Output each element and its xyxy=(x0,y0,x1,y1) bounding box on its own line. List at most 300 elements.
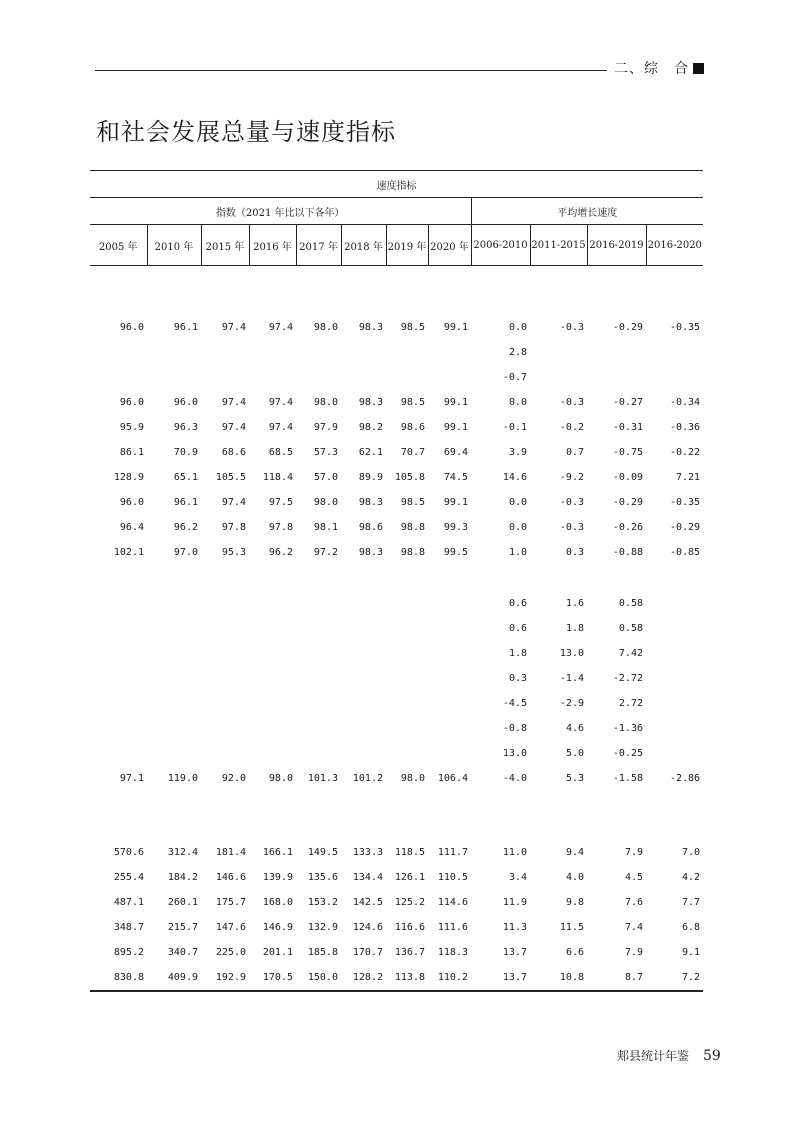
table-cell: 14.6 xyxy=(502,472,527,483)
table-cell: 98.6 xyxy=(358,522,383,533)
table-cell: 105.5 xyxy=(215,472,246,483)
table-cell: 97.8 xyxy=(221,522,246,533)
table-cell: 185.8 xyxy=(307,947,338,958)
table-cell: 6.6 xyxy=(565,947,584,958)
table-cell: 312.4 xyxy=(167,847,198,858)
table-cell: 99.5 xyxy=(443,547,468,558)
table-cell xyxy=(147,365,201,390)
table-cell: 95.3 xyxy=(221,547,246,558)
table-cell: 96.1 xyxy=(173,322,198,333)
column-header: 2015 年 xyxy=(201,225,249,266)
table-cell: -0.29 xyxy=(612,497,643,508)
table-cell: 0.6 xyxy=(508,598,527,609)
table-cell xyxy=(428,716,471,741)
table-cell: 7.0 xyxy=(682,847,701,858)
table-cell: 102.1 xyxy=(113,547,144,558)
table-cell xyxy=(386,365,428,390)
table-row xyxy=(90,840,703,865)
table-cell xyxy=(296,365,341,390)
table-cell: 98.0 xyxy=(313,397,338,408)
table-cell: 96.4 xyxy=(119,522,144,533)
table-cell: 99.1 xyxy=(443,422,468,433)
table-cell xyxy=(147,641,201,666)
table-cell: 9.4 xyxy=(565,847,584,858)
table-cell: -0.29 xyxy=(612,322,643,333)
table-cell: 7.6 xyxy=(624,897,643,908)
table-cell: 98.0 xyxy=(400,773,425,784)
spacer-cell xyxy=(90,266,703,316)
table-cell: 7.9 xyxy=(624,847,643,858)
table-cell: 111.7 xyxy=(437,847,468,858)
table-cell: 487.1 xyxy=(113,897,144,908)
table-cell: 86.1 xyxy=(119,447,144,458)
table-cell: 0.58 xyxy=(618,598,643,609)
table-row xyxy=(90,415,703,440)
table-cell xyxy=(386,591,428,616)
table-cell: -2.9 xyxy=(559,698,584,709)
table-cell xyxy=(296,691,341,716)
table-cell: 570.6 xyxy=(113,847,144,858)
table-row xyxy=(90,390,703,415)
table-cell: 175.7 xyxy=(215,897,246,908)
table-cell: 101.2 xyxy=(352,773,383,784)
table-cell: 7.2 xyxy=(646,965,703,991)
table-cell: 96.0 xyxy=(119,497,144,508)
table-cell: 7.4 xyxy=(624,922,643,933)
table-cell: 96.0 xyxy=(119,322,144,333)
table-cell: 170.5 xyxy=(249,965,296,991)
table-cell: 7.42 xyxy=(618,648,643,659)
table-row xyxy=(90,641,703,666)
table-row xyxy=(90,365,703,390)
table-cell: 9.8 xyxy=(565,897,584,908)
table-cell: 1.6 xyxy=(565,598,584,609)
table-cell: 97.4 xyxy=(221,497,246,508)
table-cell xyxy=(341,741,386,766)
table-cell: 139.9 xyxy=(262,872,293,883)
table-cell: 10.8 xyxy=(530,965,587,991)
table-body xyxy=(90,266,703,992)
section-label-text: 二、综 合 xyxy=(614,61,689,77)
table-cell: 98.3 xyxy=(358,497,383,508)
table-row xyxy=(90,965,703,991)
table-cell: 110.2 xyxy=(428,965,471,991)
table-cell: 96.1 xyxy=(173,497,198,508)
table-cell xyxy=(249,616,296,641)
table-cell: 98.3 xyxy=(358,397,383,408)
table-cell: 98.0 xyxy=(313,322,338,333)
table-cell: -0.26 xyxy=(612,522,643,533)
table-cell: 98.6 xyxy=(400,422,425,433)
table-cell: 830.8 xyxy=(90,965,147,991)
table-cell xyxy=(386,666,428,691)
table-row xyxy=(90,890,703,915)
table-cell xyxy=(587,365,646,390)
table-row xyxy=(90,315,703,340)
table-cell xyxy=(201,741,249,766)
page-title: 和社会发展总量与速度指标 xyxy=(96,118,396,146)
table-cell: -0.85 xyxy=(669,547,701,558)
table-cell xyxy=(296,616,341,641)
table-cell xyxy=(296,591,341,616)
table-cell: 96.0 xyxy=(173,397,198,408)
stats-table-container xyxy=(90,170,703,992)
page-number: 59 xyxy=(703,1048,721,1064)
table-cell xyxy=(201,716,249,741)
table-cell: -0.7 xyxy=(502,372,527,383)
table-row xyxy=(90,940,703,965)
table-cell: -0.75 xyxy=(612,447,643,458)
table-cell: 5.0 xyxy=(565,748,584,759)
table-cell xyxy=(428,591,471,616)
spacer-row xyxy=(90,266,703,316)
table-cell xyxy=(646,340,703,365)
column-header: 2017 年 xyxy=(296,225,341,266)
table-cell: 98.8 xyxy=(400,522,425,533)
table-cell xyxy=(646,591,703,616)
table-cell xyxy=(201,616,249,641)
table-cell: 110.5 xyxy=(437,872,468,883)
table-cell: 68.5 xyxy=(268,447,293,458)
table-cell: 119.0 xyxy=(167,773,198,784)
table-cell: 99.1 xyxy=(443,322,468,333)
table-cell xyxy=(646,691,703,716)
table-cell: 98.5 xyxy=(400,322,425,333)
table-row xyxy=(90,865,703,890)
index-group-header: 指数（2021 年比以下各年） xyxy=(90,198,471,225)
table-cell: 97.4 xyxy=(221,397,246,408)
table-cell: 98.5 xyxy=(400,397,425,408)
table-cell: 97.9 xyxy=(313,422,338,433)
table-cell xyxy=(530,340,587,365)
table-cell xyxy=(249,365,296,390)
table-cell: 6.8 xyxy=(682,922,701,933)
table-cell: 98.0 xyxy=(268,773,293,784)
table-cell: 70.7 xyxy=(400,447,425,458)
table-row xyxy=(90,766,703,791)
table-row xyxy=(90,616,703,641)
table-cell xyxy=(147,691,201,716)
spacer-cell xyxy=(90,565,703,591)
table-cell: 13.7 xyxy=(502,947,527,958)
table-cell: 134.4 xyxy=(352,872,383,883)
table-cell: 170.7 xyxy=(352,947,383,958)
table-cell xyxy=(341,641,386,666)
table-cell: 124.6 xyxy=(352,922,383,933)
column-header: 2016 年 xyxy=(249,225,296,266)
table-row xyxy=(90,440,703,465)
table-row xyxy=(90,741,703,766)
table-cell xyxy=(296,741,341,766)
table-cell xyxy=(587,340,646,365)
table-cell: 126.1 xyxy=(394,872,425,883)
table-cell: 69.4 xyxy=(443,447,468,458)
table-cell: 7.21 xyxy=(675,472,701,483)
column-header: 2006-2010 xyxy=(471,225,530,266)
table-cell: -0.31 xyxy=(612,422,643,433)
table-cell: 101.3 xyxy=(307,773,338,784)
table-cell xyxy=(386,741,428,766)
table-cell: 133.3 xyxy=(352,847,383,858)
table-cell xyxy=(646,365,703,390)
table-cell: 111.6 xyxy=(437,922,468,933)
table-cell: 3.4 xyxy=(508,872,527,883)
table-cell: 340.7 xyxy=(167,947,198,958)
table-cell: -0.88 xyxy=(612,547,643,558)
table-cell xyxy=(646,616,703,641)
table-cell xyxy=(90,641,147,666)
table-cell xyxy=(296,716,341,741)
table-cell: 128.9 xyxy=(113,472,144,483)
table-cell: 895.2 xyxy=(113,947,144,958)
table-cell: 105.8 xyxy=(394,472,425,483)
table-cell: -2.86 xyxy=(669,773,701,784)
table-cell: 168.0 xyxy=(262,897,293,908)
table-cell: -0.3 xyxy=(559,397,584,408)
table-cell: -0.29 xyxy=(669,522,701,533)
table-cell: 11.5 xyxy=(559,922,584,933)
table-cell xyxy=(646,666,703,691)
table-cell xyxy=(147,716,201,741)
rate-group-header: 平均增长速度 xyxy=(471,198,703,225)
table-cell: -0.25 xyxy=(612,748,643,759)
table-cell xyxy=(147,591,201,616)
table-cell xyxy=(90,691,147,716)
table-cell: 0.3 xyxy=(565,547,584,558)
table-cell: 118.5 xyxy=(394,847,425,858)
table-row xyxy=(90,515,703,540)
table-cell: 99.3 xyxy=(443,522,468,533)
footer-book-title: 郏县统计年鉴 xyxy=(617,1049,690,1063)
table-cell xyxy=(90,616,147,641)
column-header: 2018 年 xyxy=(341,225,386,266)
table-cell: -0.1 xyxy=(502,422,527,433)
table-cell: 97.8 xyxy=(268,522,293,533)
table-cell: 97.4 xyxy=(221,322,246,333)
table-cell: 0.0 xyxy=(508,397,527,408)
table-cell: 118.4 xyxy=(262,472,293,483)
table-cell: 97.4 xyxy=(268,322,293,333)
table-cell: 150.0 xyxy=(296,965,341,991)
table-cell: 98.8 xyxy=(400,547,425,558)
table-cell: 146.6 xyxy=(215,872,246,883)
table-cell xyxy=(428,365,471,390)
spacer-cell xyxy=(90,791,703,840)
table-cell: -0.27 xyxy=(612,397,643,408)
column-header: 2005 年 xyxy=(90,225,147,266)
table-cell: 132.9 xyxy=(307,922,338,933)
table-cell: 128.2 xyxy=(341,965,386,991)
table-row xyxy=(90,465,703,490)
table-cell xyxy=(90,365,147,390)
table-cell: 4.5 xyxy=(624,872,643,883)
table-cell: 114.6 xyxy=(437,897,468,908)
table-cell xyxy=(341,616,386,641)
table-cell xyxy=(428,666,471,691)
table-cell xyxy=(341,716,386,741)
table-cell: 62.1 xyxy=(358,447,383,458)
table-cell: -0.3 xyxy=(559,497,584,508)
table-cell xyxy=(341,340,386,365)
table-cell xyxy=(646,741,703,766)
table-cell xyxy=(249,716,296,741)
table-cell: -0.8 xyxy=(502,723,527,734)
table-cell xyxy=(201,641,249,666)
table-row xyxy=(90,666,703,691)
table-cell xyxy=(428,616,471,641)
table-cell xyxy=(386,716,428,741)
table-cell xyxy=(249,340,296,365)
table-cell xyxy=(428,340,471,365)
table-cell: 97.0 xyxy=(173,547,198,558)
table-cell: 4.2 xyxy=(682,872,701,883)
table-cell xyxy=(249,691,296,716)
table-cell: 201.1 xyxy=(262,947,293,958)
table-cell: 57.3 xyxy=(313,447,338,458)
table-cell: -0.3 xyxy=(559,522,584,533)
table-cell: -0.35 xyxy=(669,322,701,333)
table-cell: -4.0 xyxy=(502,773,527,784)
table-cell: -0.3 xyxy=(559,322,584,333)
table-cell: 125.2 xyxy=(394,897,425,908)
table-row xyxy=(90,591,703,616)
table-cell: 0.58 xyxy=(618,623,643,634)
table-cell: 9.1 xyxy=(682,947,701,958)
table-cell xyxy=(249,641,296,666)
table-row xyxy=(90,716,703,741)
table-cell xyxy=(646,716,703,741)
table-cell: 13.0 xyxy=(502,748,527,759)
table-cell: 181.4 xyxy=(215,847,246,858)
table-cell: 89.9 xyxy=(358,472,383,483)
table-cell: -0.09 xyxy=(612,472,643,483)
table-cell: -0.35 xyxy=(669,497,701,508)
spacer-row xyxy=(90,565,703,591)
table-cell: 96.2 xyxy=(173,522,198,533)
table-cell: 409.9 xyxy=(147,965,201,991)
table-cell xyxy=(386,691,428,716)
table-cell: -1.58 xyxy=(612,773,643,784)
table-cell: 1.8 xyxy=(508,648,527,659)
table-cell: -4.5 xyxy=(502,698,527,709)
table-cell: 98.5 xyxy=(400,497,425,508)
table-cell: 98.0 xyxy=(313,497,338,508)
table-cell: -9.2 xyxy=(559,472,584,483)
table-cell xyxy=(201,591,249,616)
table-cell: -1.36 xyxy=(612,723,643,734)
page-footer xyxy=(617,1047,721,1064)
group-title: 速度指标 xyxy=(90,171,703,198)
table-cell: 11.0 xyxy=(502,847,527,858)
table-cell: 225.0 xyxy=(215,947,246,958)
table-cell: 98.2 xyxy=(358,422,383,433)
column-header: 2011-2015 xyxy=(530,225,587,266)
table-cell: 13.0 xyxy=(559,648,584,659)
table-cell: -0.22 xyxy=(669,447,701,458)
spacer-row xyxy=(90,791,703,840)
table-cell: 5.3 xyxy=(565,773,584,784)
table-cell: 57.0 xyxy=(313,472,338,483)
table-cell: 2.8 xyxy=(508,347,527,358)
table-cell xyxy=(90,716,147,741)
table-cell: 113.8 xyxy=(386,965,428,991)
table-cell: 184.2 xyxy=(167,872,198,883)
table-cell: 99.1 xyxy=(443,397,468,408)
table-cell xyxy=(249,666,296,691)
table-cell: 97.4 xyxy=(268,397,293,408)
table-cell: 7.9 xyxy=(624,947,643,958)
table-cell: 1.8 xyxy=(565,623,584,634)
table-cell: 7.7 xyxy=(682,897,701,908)
column-header: 2010 年 xyxy=(147,225,201,266)
table-cell: 68.6 xyxy=(221,447,246,458)
table-cell: 8.7 xyxy=(587,965,646,991)
table-cell: 65.1 xyxy=(173,472,198,483)
table-cell xyxy=(147,616,201,641)
table-cell xyxy=(341,591,386,616)
table-cell: 98.1 xyxy=(313,522,338,533)
section-header-rule xyxy=(95,70,607,71)
table-cell: 0.0 xyxy=(508,497,527,508)
table-cell: 142.5 xyxy=(352,897,383,908)
table-cell: 70.9 xyxy=(173,447,198,458)
table-cell xyxy=(530,365,587,390)
table-cell: 192.9 xyxy=(201,965,249,991)
table-cell: 348.7 xyxy=(113,922,144,933)
section-square-icon xyxy=(693,63,704,74)
table-cell: 97.4 xyxy=(268,422,293,433)
table-cell: 13.7 xyxy=(471,965,530,991)
table-row xyxy=(90,490,703,515)
table-cell: -0.2 xyxy=(559,422,584,433)
table-cell: 96.3 xyxy=(173,422,198,433)
section-label xyxy=(614,58,704,78)
table-cell xyxy=(428,641,471,666)
table-cell: -2.72 xyxy=(612,673,643,684)
column-header: 2016-2019 xyxy=(587,225,646,266)
table-row xyxy=(90,691,703,716)
table-cell: -0.34 xyxy=(669,397,701,408)
table-cell: 106.4 xyxy=(437,773,468,784)
table-cell: 135.6 xyxy=(307,872,338,883)
table-cell: 0.0 xyxy=(508,522,527,533)
table-cell xyxy=(341,365,386,390)
table-row xyxy=(90,915,703,940)
table-cell xyxy=(341,666,386,691)
table-cell: 1.0 xyxy=(508,547,527,558)
table-cell: 116.6 xyxy=(394,922,425,933)
table-cell xyxy=(341,691,386,716)
table-cell: 2.72 xyxy=(618,698,643,709)
table-cell xyxy=(646,641,703,666)
table-cell: 215.7 xyxy=(167,922,198,933)
table-cell: 95.9 xyxy=(119,422,144,433)
table-cell: 147.6 xyxy=(215,922,246,933)
table-cell xyxy=(386,616,428,641)
stats-table xyxy=(90,170,703,992)
table-cell: 0.6 xyxy=(508,623,527,634)
table-cell xyxy=(386,641,428,666)
table-cell: 136.7 xyxy=(394,947,425,958)
table-row xyxy=(90,540,703,565)
table-cell xyxy=(147,741,201,766)
table-cell xyxy=(386,340,428,365)
table-cell: 166.1 xyxy=(262,847,293,858)
table-cell: 3.9 xyxy=(508,447,527,458)
table-cell: 97.2 xyxy=(313,547,338,558)
column-header: 2016-2020 xyxy=(646,225,703,266)
table-cell: 4.6 xyxy=(565,723,584,734)
